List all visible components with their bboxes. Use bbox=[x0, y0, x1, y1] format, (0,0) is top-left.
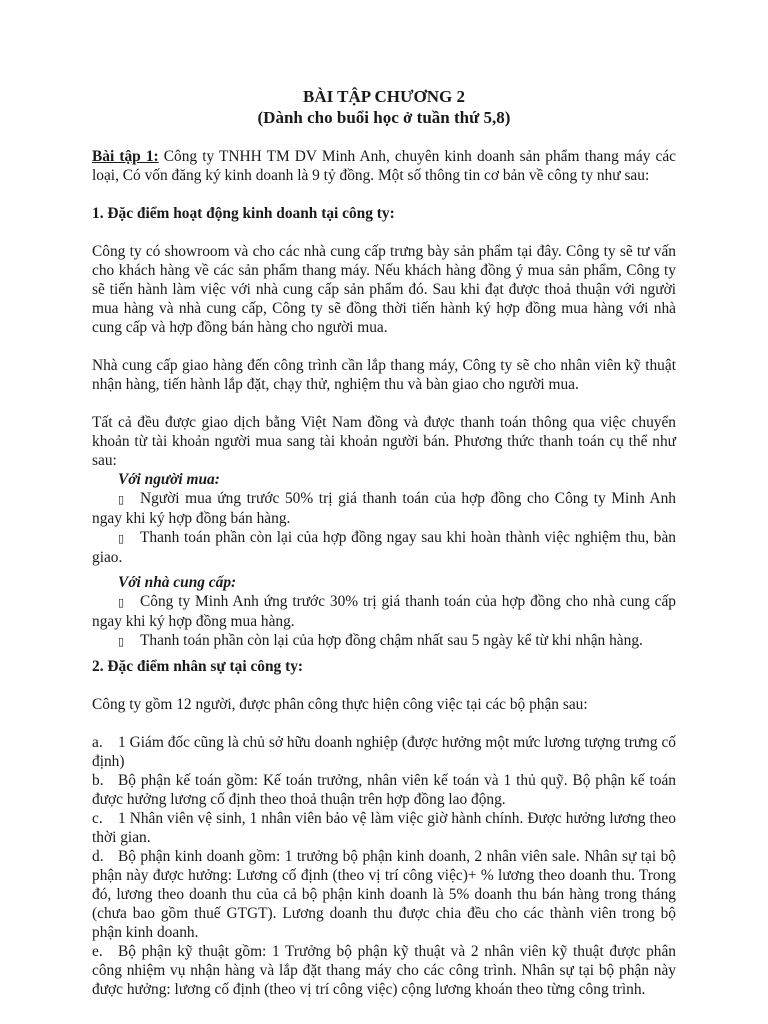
bullet-icon: ▯ bbox=[118, 596, 125, 609]
supplier-heading: Với nhà cung cấp: bbox=[118, 574, 237, 591]
item-text: Bộ phận kinh doanh gồm: 1 trưởng bộ phận kinh doanh, 2 nhân viên sale. Nhân sự tại bộ phận này được hưởng: Lương cố định (theo vị trí công việc)+ % lương theo doanh thu. Trong đó, lương theo doanh thu của cả bộ phận kinh doanh là 5% doanh thu bán hàng trong tháng (chưa bao gồm thuế GTGT). Lương doanh thu được chia đều cho các thành viên trong bộ phận kinh doanh. bbox=[92, 848, 676, 941]
staff-item-a bbox=[92, 733, 676, 771]
document-subtitle: (Dành cho buổi học ở tuần thứ 5,8) bbox=[257, 108, 511, 127]
intro-text: Công ty TNHH TM DV Minh Anh, chuyên kinh doanh sản phẩm thang máy các loại, Có vốn đăng ký kinh doanh là 9 tỷ đồng. Một số thông tin cơ bản về công ty như sau: bbox=[92, 148, 676, 184]
item-text: Bộ phận kỹ thuật gồm: 1 Trưởng bộ phận kỹ thuật và 2 nhân viên kỹ thuật được phân công nhiệm vụ nhận hàng và lắp đặt thang máy cho các công trình. Nhân sự tại bộ phận này được hưởng: lương cố định (theo vị trí công việc) cộng lương khoán theo từng công trình. bbox=[92, 943, 676, 998]
buyer-bullet-text: Người mua ứng trước 50% trị giá thanh toán của hợp đồng cho Công ty Minh Anh ngay khi ký hợp đồng bán hàng. bbox=[92, 490, 676, 527]
supplier-bullet-text: Công ty Minh Anh ứng trước 30% trị giá thanh toán của hợp đồng cho nhà cung cấp ngay khi ký hợp đồng mua hàng. bbox=[92, 593, 676, 630]
bullet-icon: ▯ bbox=[118, 493, 125, 506]
section1-paragraph-3: Tất cả đều được giao dịch bằng Việt Nam đồng và được thanh toán thông qua việc chuyển khoản từ tài khoản người mua sang tài khoản người bán. Phương thức thanh toán cụ thể như sau: bbox=[92, 414, 676, 469]
item-text: 1 Nhân viên vệ sinh, 1 nhân viên bảo vệ làm việc giờ hành chính. Được hưởng lương theo thời gian. bbox=[92, 810, 676, 846]
section2-intro: Công ty gồm 12 người, được phân công thực hiện công việc tại các bộ phận sau: bbox=[92, 696, 588, 713]
buyer-bullet-2 bbox=[92, 528, 676, 567]
buyer-bullet-1 bbox=[92, 489, 676, 528]
item-label: c. bbox=[92, 810, 103, 827]
item-label: a. bbox=[92, 734, 103, 751]
item-label: e. bbox=[92, 943, 103, 960]
staff-item-b bbox=[92, 771, 676, 809]
buyer-heading: Với người mua: bbox=[118, 471, 220, 488]
item-text: Bộ phận kế toán gồm: Kế toán trưởng, nhân viên kế toán và 1 thủ quỹ. Bộ phận kế toán được hưởng lương cố định theo thoả thuận trên hợp đồng lao động. bbox=[92, 772, 676, 808]
item-text: 1 Giám đốc cũng là chủ sở hữu doanh nghiệp (được hưởng một mức lương tượng trưng cố định) bbox=[92, 734, 676, 770]
bullet-icon: ▯ bbox=[118, 532, 125, 545]
supplier-bullet-1 bbox=[92, 592, 676, 631]
section2-heading: 2. Đặc điểm nhân sự tại công ty: bbox=[92, 658, 304, 675]
item-label: d. bbox=[92, 848, 104, 865]
supplier-bullet-text: Thanh toán phần còn lại của hợp đồng chậm nhất sau 5 ngày kể từ khi nhận hàng. bbox=[140, 632, 643, 649]
exercise-label: Bài tập 1: bbox=[92, 148, 159, 165]
document-page bbox=[92, 86, 676, 999]
section1-paragraph-1: Công ty có showroom và cho các nhà cung cấp trưng bày sản phẩm tại đây. Công ty sẽ tư vấn cho khách hàng về các sản phẩm thang máy. Nếu khách hàng đồng ý mua sản phẩm, Công ty sẽ tiến hành làm việc với nhà cung cấp sản phẩm đó. Sau khi đạt được thoả thuận với người mua hàng và nhà cung cấp, Công ty sẽ đồng thời tiến hành ký hợp đồng mua hàng với nhà cung cấp và hợp đồng bán hàng cho người mua. bbox=[92, 243, 676, 336]
buyer-bullet-text: Thanh toán phần còn lại của hợp đồng ngay sau khi hoàn thành việc nghiệm thu, bàn giao. bbox=[92, 529, 676, 566]
staff-item-e bbox=[92, 942, 676, 999]
staff-item-d bbox=[92, 847, 676, 942]
document-title: BÀI TẬP CHƯƠNG 2 bbox=[303, 87, 465, 106]
section1-heading: 1. Đặc điểm hoạt động kinh doanh tại công ty: bbox=[92, 205, 395, 222]
staff-item-c bbox=[92, 809, 676, 847]
supplier-bullet-2 bbox=[92, 631, 676, 651]
intro-paragraph bbox=[92, 147, 676, 185]
item-label: b. bbox=[92, 772, 104, 789]
bullet-icon: ▯ bbox=[118, 635, 125, 648]
section1-paragraph-2: Nhà cung cấp giao hàng đến công trình cần lắp thang máy, Công ty sẽ cho nhân viên kỹ thuật nhận hàng, tiến hành lắp đặt, chạy thử, nghiệm thu và bàn giao cho người mua. bbox=[92, 357, 676, 393]
